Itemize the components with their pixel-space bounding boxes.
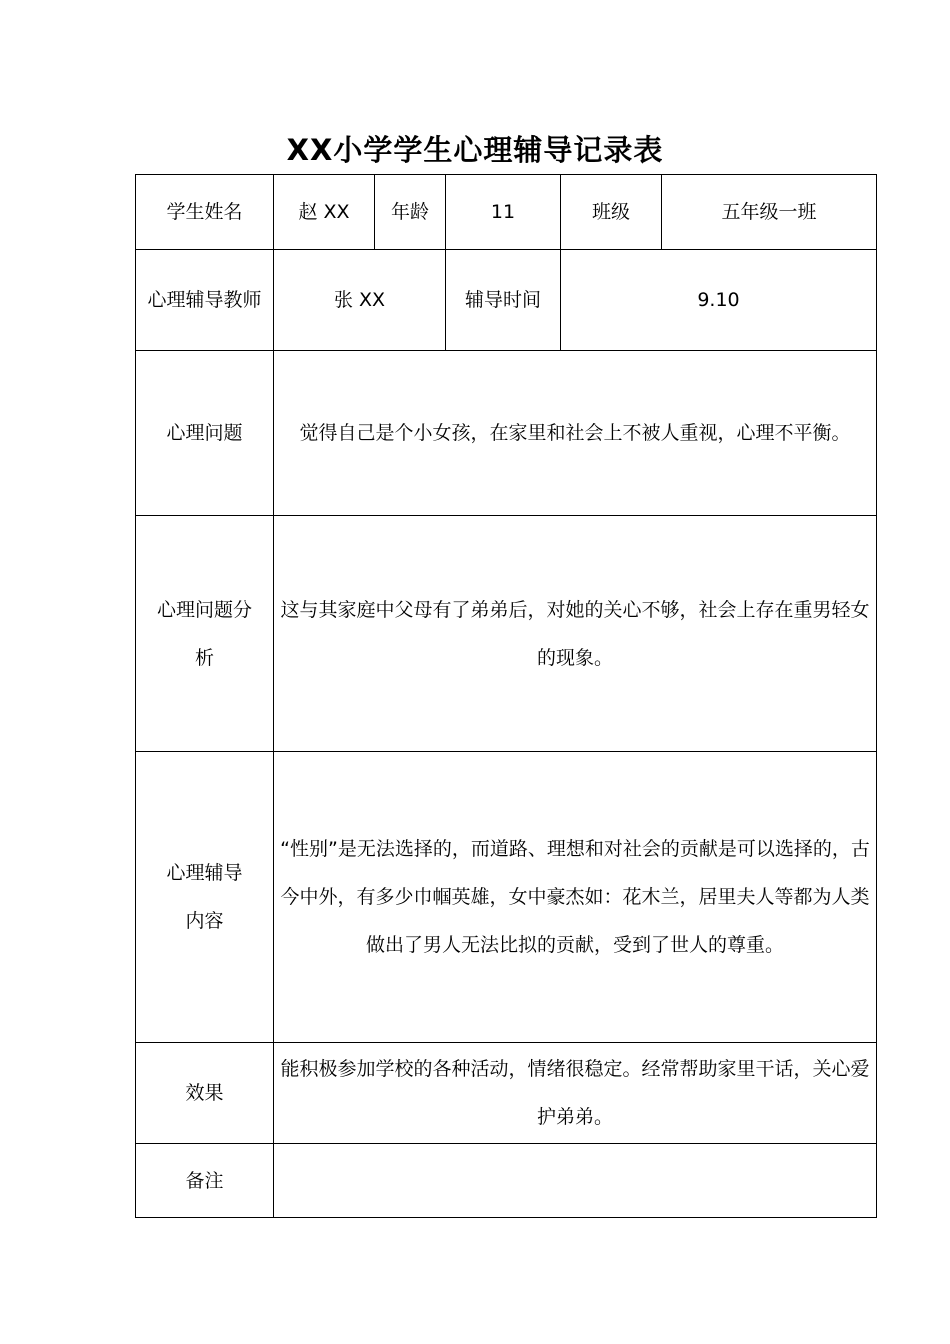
counseling-time-value: 9.10 [561,250,877,351]
teacher-label [136,250,274,351]
content-row [136,752,877,1043]
content-label [136,752,274,1043]
problem-row [136,351,877,516]
student-info-row [136,175,877,250]
effect-row [136,1043,877,1144]
counseling-record-table [135,174,877,1218]
problem-text: 觉得自己是个小女孩，在家里和社会上不被人重视，心理不平衡。 [274,351,877,516]
student-name-label: 学生姓名 [136,175,274,250]
class-value: 五年级一班 [662,175,877,250]
analysis-row [136,516,877,752]
content-text: “性别”是无法选择的，而道路、理想和对社会的贡献是可以选择的，古今中外，有多少巾帼英雄，女中豪杰如：花木兰，居里夫人等都为人类做出了男人无法比拟的贡献，受到了世人的尊重。 [274,752,877,1043]
page-title: XX小学学生心理辅导记录表 [286,133,664,167]
effect-label: 效果 [136,1043,274,1144]
remark-label: 备注 [136,1144,274,1218]
age-value: 11 [446,175,561,250]
content-label-text: 心理辅导内容 [166,862,243,932]
analysis-label [136,516,274,752]
age-label: 年龄 [375,175,446,250]
effect-text: 能积极参加学校的各种活动，情绪很稳定。经常帮助家里干话，关心爱护弟弟。 [274,1043,877,1144]
problem-label: 心理问题 [136,351,274,516]
remark-row [136,1144,877,1218]
counseling-time-label: 辅导时间 [446,250,561,351]
student-name-value: 赵 XX [274,175,375,250]
class-label: 班级 [561,175,662,250]
analysis-text: 这与其家庭中父母有了弟弟后，对她的关心不够，社会上存在重男轻女的现象。 [274,516,877,752]
analysis-label-text: 心理问题分析 [156,598,252,669]
remark-value [274,1144,877,1218]
teacher-info-row [136,250,877,351]
teacher-label-text: 心理辅导教师 [147,289,262,311]
teacher-value: 张 XX [274,250,446,351]
